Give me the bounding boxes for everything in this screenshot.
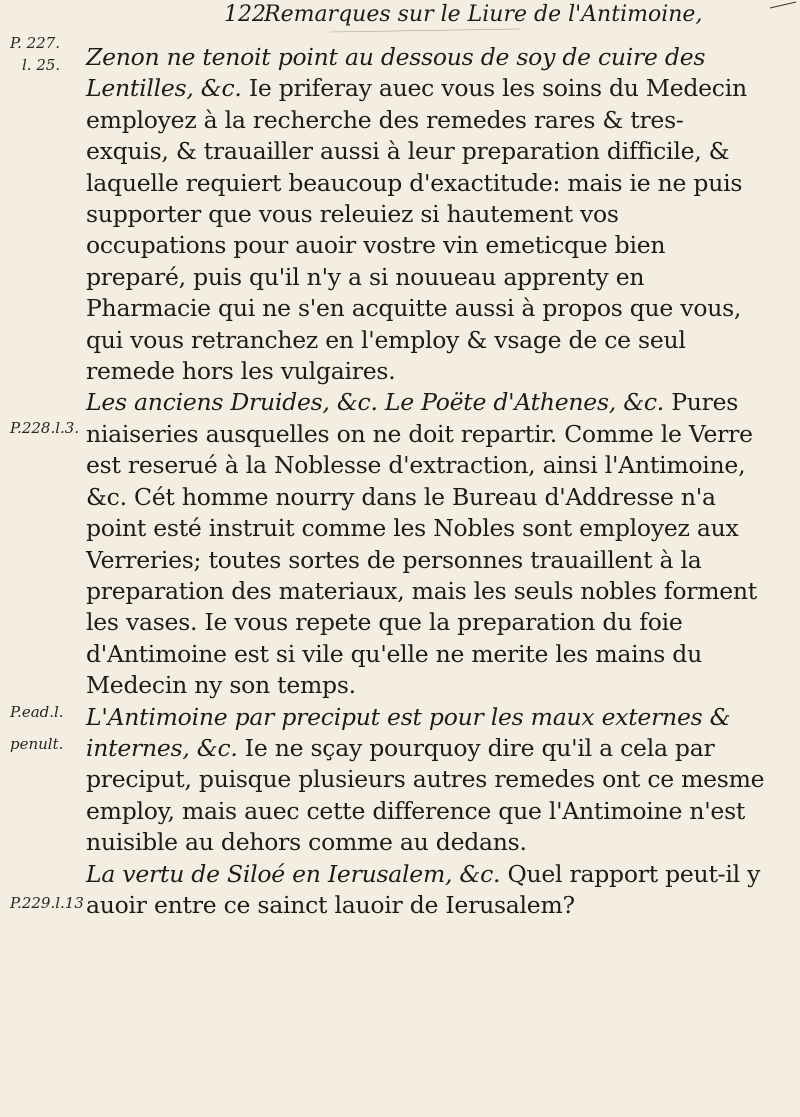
- entry-lead: Zenon ne tenoit point au dessous de soy de cuire des Lentilles, &c.: [86, 43, 706, 103]
- paragraph-entry: [86, 702, 766, 859]
- entry-lead: Les anciens Druides, &c. Le Poëte d'Athenes, &c.: [86, 388, 664, 417]
- main-text: [86, 42, 766, 921]
- running-title: Remarques sur le Liure de l'Antimoine,: [264, 2, 703, 27]
- margin-note-ref: l. 25.: [22, 56, 61, 74]
- paragraph-entry: [86, 387, 766, 701]
- margin-note-ref: P.ead.l.: [10, 703, 64, 721]
- entry-text: Quel rapport peut-il y auoir entre ce sainct lauoir de Ierusalem?: [86, 859, 761, 919]
- entry-text: Ie ne sçay pourquoy dire qu'il a cela par preciput, puisque plusieurs autres remedes ont ce mesme employ, mais auec cette difference que l'Antimoine n'est nuisible au dehors comme au dedans.: [86, 733, 765, 857]
- paragraph-entry: [86, 42, 766, 387]
- margin-note-ref: P. 227.: [10, 34, 60, 52]
- margin-notes: [0, 0, 84, 1117]
- page-number: 122: [224, 2, 266, 27]
- page-header: [224, 2, 703, 38]
- entry-lead: La vertu de Siloé en Ierusalem, &c.: [86, 859, 501, 888]
- margin-note-ref: penult.: [10, 735, 64, 753]
- entry-text: Pures niaiseries ausquelles on ne doit repartir. Comme le Verre est reserué à la Noblesse d'extraction, ainsi l'Antimoine, &c. Cét homme nourry dans le Bureau d'Addresse n'a point esté instruit comme les Nobles sont employez aux Verreries; toutes sortes de personnes trauaillent à la preparation des materiaux, mais les seuls nobles forment les vases. Ie vous repete que la preparation du foie d'Antimoine est si vile qu'elle ne merite les mains du Medecin ny son temps.: [86, 388, 757, 700]
- margin-note-ref: P.228.l.3.: [10, 419, 80, 437]
- entry-text: Ie priferay auec vous les soins du Medecin employez à la recherche des remedes rares & tres-exquis, & trauailler aussi à leur preparation difficile, & laquelle requiert beaucoup d'exactitude: mais ie ne puis supporter que vous releuiez si hautement vos occupations pour auoir vostre vin emeticque bien preparé, puis qu'il n'y a si nouueau apprenty en Pharmacie qui ne s'en acquitte aussi à propos que vous, qui vous retranchez en l'employ & vsage de ce seul remede hors les vulgaires.: [86, 74, 747, 386]
- paragraph-entry: [86, 859, 766, 922]
- margin-note-ref: P.229.l.13: [10, 894, 84, 912]
- entry-lead: L'Antimoine par preciput est pour les maux externes & internes, &c.: [86, 702, 731, 762]
